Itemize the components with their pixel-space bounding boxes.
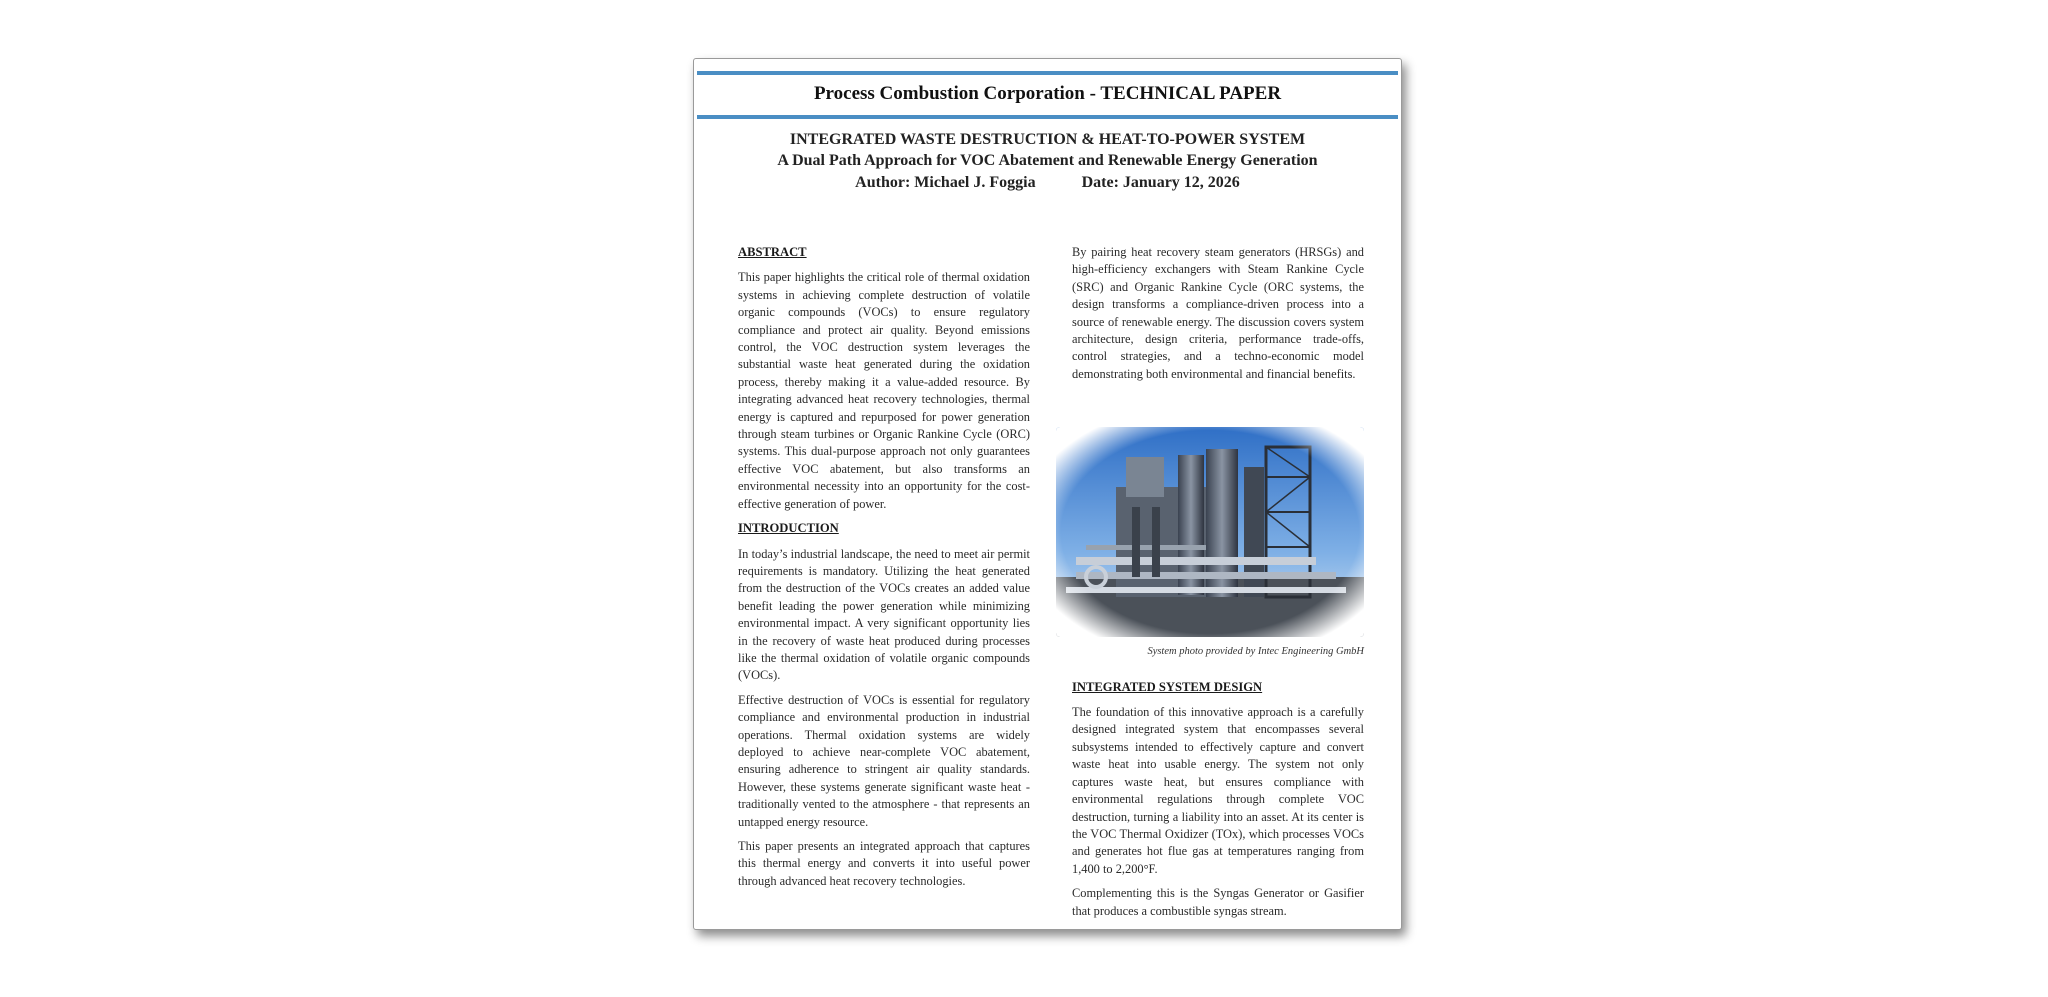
- author-date-line: [694, 174, 1401, 192]
- left-column: [738, 244, 1030, 897]
- introduction-paragraph-2: Effective destruction of VOCs is essential for regulatory compliance and environmental production in industrial operations. Thermal oxidation systems are widely deployed to achieve near-complete VOC abatement, ensuring adherence to stringent air quality standards. However, these systems generate significant waste heat - traditionally vented to the atmosphere - that represents an untapped energy resource.: [738, 692, 1030, 829]
- design-heading: INTEGRATED SYSTEM DESIGN: [1072, 679, 1263, 694]
- company-header: Process Combustion Corporation - TECHNICAL PAPER: [813, 83, 1282, 104]
- introduction-continued: By pairing heat recovery steam generators (HRSGs) and high-efficiency exchangers with Steam Rankine Cycle (SRC) and Organic Rankine Cycle (ORC systems, the design transforms a compliance-driven process into a source of renewable energy. The discussion covers system architecture, design criteria, performance trade-offs, control strategies, and a techno-economic model demonstrating both environmental and financial benefits.: [1072, 245, 1364, 381]
- industrial-plant-illustration: [1056, 427, 1364, 637]
- title-line-1: INTEGRATED WASTE DESTRUCTION & HEAT-TO-POWER SYSTEM: [789, 131, 1306, 148]
- abstract-paragraph: This paper highlights the critical role of thermal oxidation systems in achieving complete destruction of volatile organic compounds (VOCs) to ensure regulatory compliance and protect air quality. Beyond emissions control, the VOC destruction system leverages the substantial waste heat generated during the oxidation process, thereby making it a value-added resource. By integrating advanced heat recovery technologies, thermal energy is captured and repurposed for power generation through steam turbines or Organic Rankine Cycle (ORC) systems. This dual-purpose approach not only guarantees effective VOC abatement, but also transforms an environmental necessity into an opportunity for the cost-effective generation of power.: [738, 270, 1030, 511]
- plant-photo: [1056, 427, 1364, 637]
- introduction-paragraph-3: This paper presents an integrated approach that captures this thermal energy and converts it into useful power through advanced heat recovery technologies.: [738, 839, 1030, 888]
- paper-title: [694, 129, 1401, 171]
- introduction-paragraph-1: In today’s industrial landscape, the need to meet air permit requirements is mandatory. Utilizing the heat generated from the destruction of the VOCs creates an added value benefit leading the power generation while minimizing environmental impact. A very significant opportunity lies in the recovery of waste heat produced during processes like the thermal oxidation of volatile organic compounds (VOCs).: [738, 546, 1030, 683]
- abstract-heading: ABSTRACT: [738, 245, 807, 259]
- technical-paper-page: [693, 58, 1402, 930]
- design-paragraph-1: The foundation of this innovative approach is a carefully designed integrated system that encompasses several subsystems intended to effectively capture and convert waste heat into usable energy. The system not only captures waste heat, but ensures compliance with environmental regulations through complete VOC destruction, turning a liability into an asset. At its center is the VOC Thermal Oxidizer (TOx), which processes VOCs and generates hot flue gas at temperatures ranging from 1,400 to 2,200°F.: [1072, 705, 1364, 876]
- title-line-2: A Dual Path Approach for VOC Abatement and Renewable Energy Generation: [777, 152, 1318, 169]
- right-column: [1072, 244, 1364, 927]
- design-paragraph-2: Complementing this is the Syngas Generator or Gasifier that produces a combustible syngas stream.: [1072, 886, 1364, 918]
- date: Date: January 12, 2026: [1081, 174, 1240, 191]
- photo-caption: System photo provided by Intec Engineering GmbH: [1147, 646, 1364, 658]
- introduction-heading: INTRODUCTION: [738, 521, 839, 536]
- author: Author: Michael J. Foggia: [855, 174, 1036, 191]
